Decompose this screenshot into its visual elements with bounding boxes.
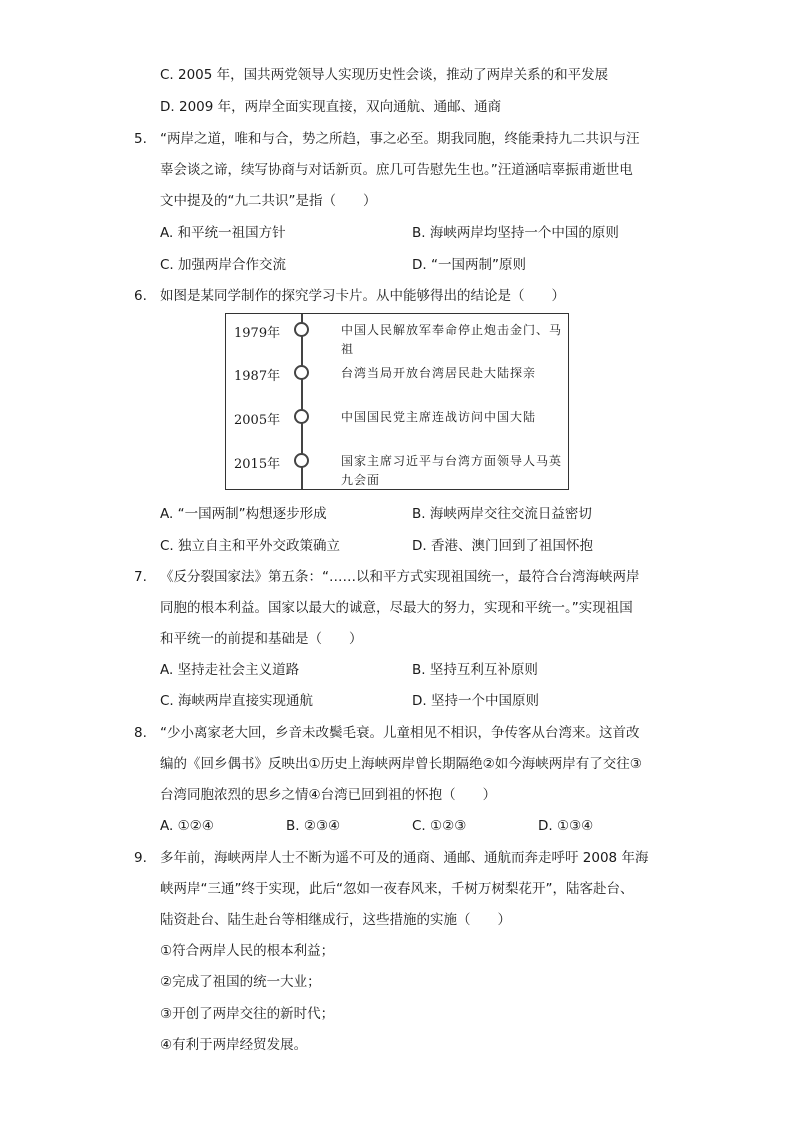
- option-c: C. 2005 年，国共两党领导人实现历史性会谈，推动了两岸关系的和平发展: [160, 67, 609, 83]
- timeline-entry: [226, 361, 568, 405]
- option-c: C. 海峡两岸直接实现通航: [160, 693, 314, 709]
- question-number: 5.: [134, 131, 147, 147]
- question-stem: “两岸之道，唯和与合，势之所趋，事之必至。期我同胞，终能秉持九二共识与汪: [160, 131, 640, 147]
- statement-item: ②完成了祖国的统一大业；: [160, 974, 321, 990]
- question-stem: “少小离家老大回，乡音未改鬓毛衰。儿童相见不相识，争传客从台湾来。这首改: [160, 725, 640, 741]
- timeline-entry: [226, 405, 568, 449]
- question-stem: 峡两岸“三通”终于实现，此后“忽如一夜春风来，千树万树梨花开”，陆客赴台、: [160, 881, 634, 897]
- statement-item: ④有利于两岸经贸发展。: [160, 1037, 308, 1053]
- timeline-year: 2005年: [234, 413, 281, 428]
- timeline-year: 2015年: [234, 457, 281, 472]
- question-stem: 同胞的根本利益。国家以最大的诚意，尽最大的努力，实现和平统一。”实现祖国: [160, 600, 633, 616]
- timeline-text: 中国国民党主席连战访问中国大陆: [341, 410, 537, 424]
- timeline-node-icon: [294, 453, 309, 468]
- question-stem: 编的《回乡偶书》反映出①历史上海峡两岸曾长期隔绝②如今海峡两岸有了交往③: [160, 756, 642, 772]
- timeline-card: [225, 313, 569, 490]
- statement-item: ①符合两岸人民的根本利益；: [160, 943, 335, 959]
- option-b: B. ②③④: [286, 818, 341, 834]
- option-c: C. ①②③: [412, 818, 467, 834]
- question-stem: 文中提及的“九二共识”是指（ ）: [160, 193, 377, 209]
- option-a: A. “一国两制”构想逐步形成: [160, 506, 327, 522]
- option-d: D. 香港、澳门回到了祖国怀抱: [412, 538, 593, 554]
- question-stem: 辜会谈之谛，续写协商与对话新页。庶几可告慰先生也。”汪道涵唁辜振甫逝世电: [160, 162, 633, 178]
- timeline-text: 台湾当局开放台湾居民赴大陆探亲: [341, 366, 537, 380]
- option-c: C. 独立自主和平外交政策确立: [160, 538, 341, 554]
- option-d: D. 坚持一个中国原则: [412, 693, 539, 709]
- question-number: 9.: [134, 850, 147, 866]
- option-a: A. ①②④: [160, 818, 214, 834]
- timeline-node-icon: [294, 322, 309, 337]
- option-c: C. 加强两岸合作交流: [160, 257, 287, 273]
- question-stem: 和平统一的前提和基础是（ ）: [160, 631, 363, 647]
- question-stem: 台湾同胞浓烈的思乡之情④台湾已回到祖的怀抱（ ）: [160, 787, 497, 803]
- option-d: D. “一国两制”原则: [412, 257, 526, 273]
- timeline-entry: [226, 318, 568, 362]
- option-b: B. 海峡两岸交往交流日益密切: [412, 506, 592, 522]
- option-a: A. 坚持走社会主义道路: [160, 662, 300, 678]
- question-stem: 陆资赴台、陆生赴台等相继成行，这些措施的实施（ ）: [160, 912, 511, 928]
- timeline-text: 中国人民解放军奉命停止炮击金门、马祖: [341, 323, 563, 356]
- option-a: A. 和平统一祖国方针: [160, 225, 286, 241]
- question-stem: 多年前，海峡两岸人士不断为遥不可及的通商、通邮、通航而奔走呼吁 2008 年海: [160, 850, 649, 866]
- question-number: 6.: [134, 288, 147, 304]
- option-d: D. 2009 年，两岸全面实现直接，双向通航、通邮、通商: [160, 99, 502, 115]
- timeline-node-icon: [294, 365, 309, 380]
- question-stem: 《反分裂国家法》第五条：“……以和平方式实现祖国统一，最符合台湾海峡两岸: [160, 569, 640, 585]
- timeline-node-icon: [294, 409, 309, 424]
- timeline-year: 1987年: [234, 369, 281, 384]
- question-number: 8.: [134, 725, 147, 741]
- option-d: D. ①③④: [538, 818, 594, 834]
- timeline-entry: [226, 449, 568, 493]
- timeline-text: 国家主席习近平与台湾方面领导人马英九会面: [341, 454, 563, 487]
- question-number: 7.: [134, 569, 147, 585]
- option-b: B. 海峡两岸均坚持一个中国的原则: [412, 225, 619, 241]
- question-stem: 如图是某同学制作的探究学习卡片。从中能够得出的结论是（ ）: [160, 288, 565, 304]
- statement-item: ③开创了两岸交往的新时代；: [160, 1006, 335, 1022]
- option-b: B. 坚持互利互补原则: [412, 662, 538, 678]
- timeline-year: 1979年: [234, 326, 281, 341]
